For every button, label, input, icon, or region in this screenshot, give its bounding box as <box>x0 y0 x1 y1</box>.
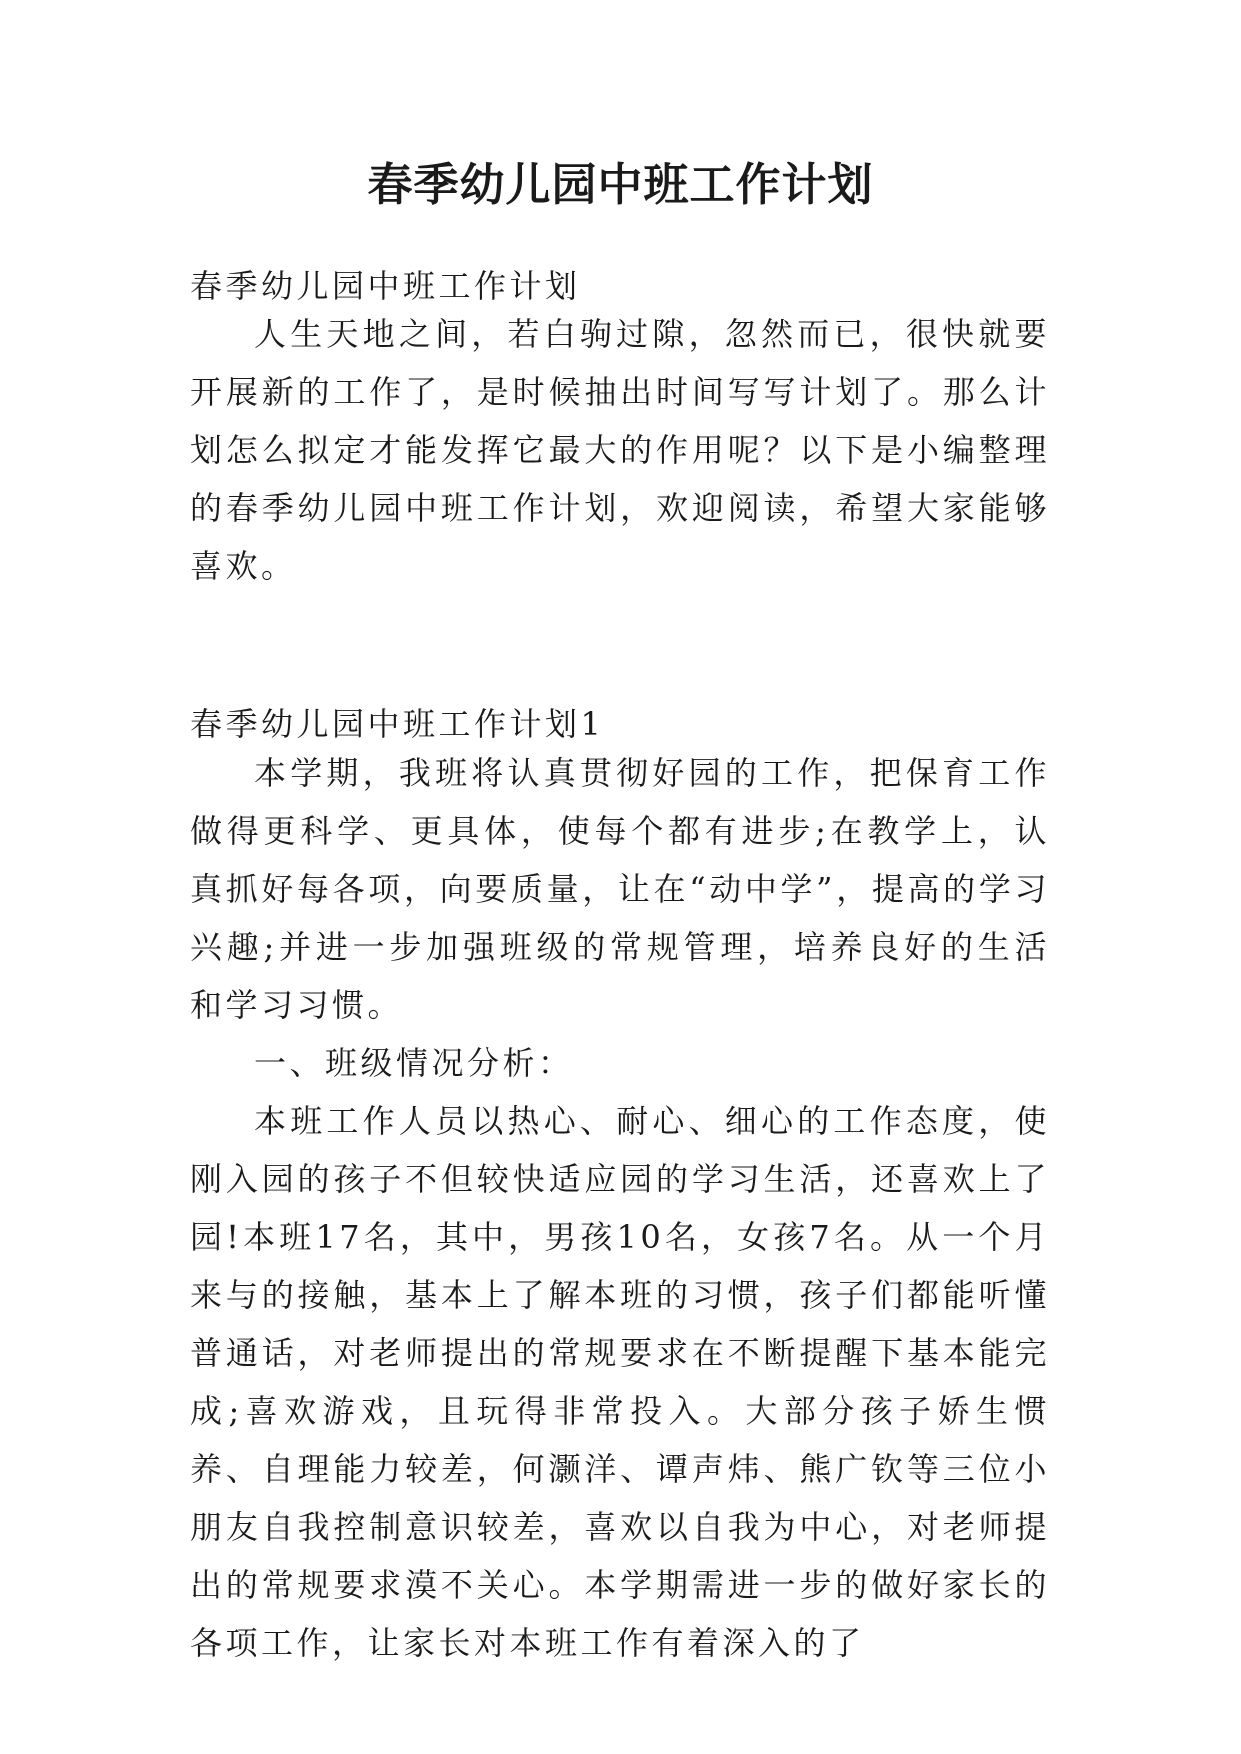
section-body <box>190 744 1050 1672</box>
section-paragraph-1: 本学期，我班将认真贯彻好园的工作，把保育工作做得更科学、更具体，使每个都有进步;在教学上，认真抓好每各项，向要质量，让在“动中学”，提高的学习兴趣;并进一步加强班级的常规管理，培养良好的生活和学习习惯。 <box>190 754 1050 1024</box>
analysis-heading: 一、班级情况分析： <box>254 1044 574 1082</box>
section-heading: 春季幼儿园中班工作计划1 <box>190 705 605 743</box>
document-subtitle: 春季幼儿园中班工作计划 <box>190 267 581 305</box>
section-paragraph-2: 本班工作人员以热心、耐心、细心的工作态度，使刚入园的孩子不但较快适应园的学习生活，还喜欢上了园!本班17名，其中，男孩10名，女孩7名。从一个月来与的接触，基本上了解本班的习惯，孩子们都能听懂普通话，对老师提出的常规要求在不断提醒下基本能完成;喜欢游戏，且玩得非常投入。大部分孩子娇生惯养、自理能力较差，何灏洋、谭声炜、熊广钦等三位小朋友自我控制意识较差，喜欢以自我为中心，对老师提出的常规要求漠不关心。本学期需进一步的做好家长的各项工作，让家长对本班工作有着深入的了 <box>190 1102 1050 1662</box>
intro-block <box>190 305 1050 595</box>
document-title: 春季幼儿园中班工作计划 <box>367 158 874 211</box>
intro-paragraph: 人生天地之间，若白驹过隙，忽然而已，很快就要开展新的工作了，是时候抽出时间写写计划了。那么计划怎么拟定才能发挥它最大的作用呢？以下是小编整理的春季幼儿园中班工作计划，欢迎阅读，希望大家能够喜欢。 <box>190 315 1050 585</box>
